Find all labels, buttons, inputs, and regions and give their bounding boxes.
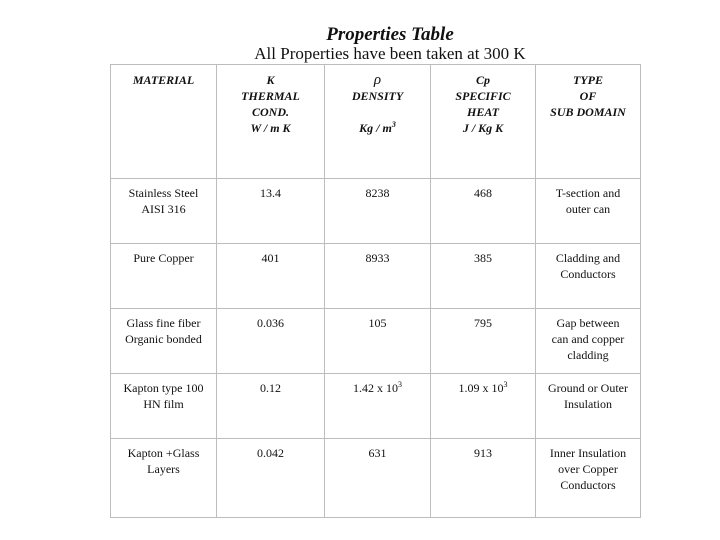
- header-line: OF: [579, 89, 597, 103]
- density-value: 631: [368, 446, 387, 460]
- rho-symbol: ρ: [373, 72, 382, 88]
- cell-material: Glass fine fiber Organic bonded: [111, 309, 217, 374]
- page-subtitle: All Properties have been taken at 300 K: [254, 44, 526, 63]
- cell-thermal-conductivity: 401: [217, 244, 325, 309]
- header-line: COND.: [251, 105, 289, 119]
- cell-density: [325, 179, 431, 244]
- cell-subdomain: Inner Insulation over Copper Conductors: [536, 439, 641, 518]
- cell-thermal-conductivity: 0.12: [217, 374, 325, 439]
- cp-value: 1.09 x 10: [458, 381, 504, 395]
- cell-subdomain: Ground or Outer Insulation: [536, 374, 641, 439]
- cell-subdomain: Gap between can and copper cladding: [536, 309, 641, 374]
- table-row: [111, 244, 641, 309]
- header-thermal-conductivity: [217, 65, 325, 179]
- header-line: HEAT: [466, 105, 499, 119]
- density-exponent: 3: [398, 380, 402, 389]
- cell-subdomain: T-section and outer can: [536, 179, 641, 244]
- cell-specific-heat: [431, 309, 536, 374]
- header-line: SPECIFIC: [455, 89, 511, 103]
- cell-thermal-conductivity: 0.042: [217, 439, 325, 518]
- header-line: SUB DOMAIN: [550, 105, 626, 119]
- header-symbol: K: [266, 73, 275, 87]
- cell-specific-heat: [431, 179, 536, 244]
- density-value: 1.42 x 10: [353, 381, 398, 395]
- header-unit: [329, 120, 426, 136]
- cp-value: 468: [474, 186, 492, 200]
- header-spacer: [329, 104, 426, 120]
- header-density: [325, 65, 431, 179]
- cell-specific-heat: [431, 374, 536, 439]
- table-row: [111, 439, 641, 518]
- cp-value: 795: [474, 316, 492, 330]
- table-row: [111, 179, 641, 244]
- header-specific-heat: [431, 65, 536, 179]
- header-line: DENSITY: [351, 89, 404, 103]
- cell-density: [325, 309, 431, 374]
- header-line: THERMAL: [241, 89, 300, 103]
- header-unit-base: Kg / m: [359, 121, 392, 135]
- density-value: 8238: [365, 186, 390, 200]
- cell-density: [325, 374, 431, 439]
- cp-value: 913: [474, 446, 492, 460]
- cell-material: Pure Copper: [111, 244, 217, 309]
- header-unit: J / Kg K: [462, 121, 504, 135]
- header-line: MATERIAL: [132, 73, 195, 87]
- cell-material: Kapton type 100 HN film: [111, 374, 217, 439]
- cell-thermal-conductivity: 13.4: [217, 179, 325, 244]
- cell-density: [325, 244, 431, 309]
- header-material: [111, 65, 217, 179]
- cp-value: 385: [474, 251, 492, 265]
- header-unit-exponent: 3: [391, 120, 396, 129]
- cell-subdomain: Cladding and Conductors: [536, 244, 641, 309]
- cell-specific-heat: [431, 439, 536, 518]
- header-subdomain: [536, 65, 641, 179]
- table-row: [111, 374, 641, 439]
- table-header-row: [111, 65, 641, 179]
- density-value: 8933: [365, 251, 390, 265]
- cell-material: Kapton +Glass Layers: [111, 439, 217, 518]
- page-title: Properties Table: [326, 24, 454, 45]
- cell-density: [325, 439, 431, 518]
- header-symbol: Cp: [475, 73, 490, 87]
- cell-thermal-conductivity: 0.036: [217, 309, 325, 374]
- header-line: TYPE: [573, 73, 603, 87]
- properties-table: [110, 64, 641, 518]
- table-row: [111, 309, 641, 374]
- header-unit: W / m K: [250, 121, 291, 135]
- density-value: 105: [368, 316, 387, 330]
- cell-material: Stainless Steel AISI 316: [111, 179, 217, 244]
- cp-exponent: 3: [503, 380, 508, 389]
- cell-specific-heat: [431, 244, 536, 309]
